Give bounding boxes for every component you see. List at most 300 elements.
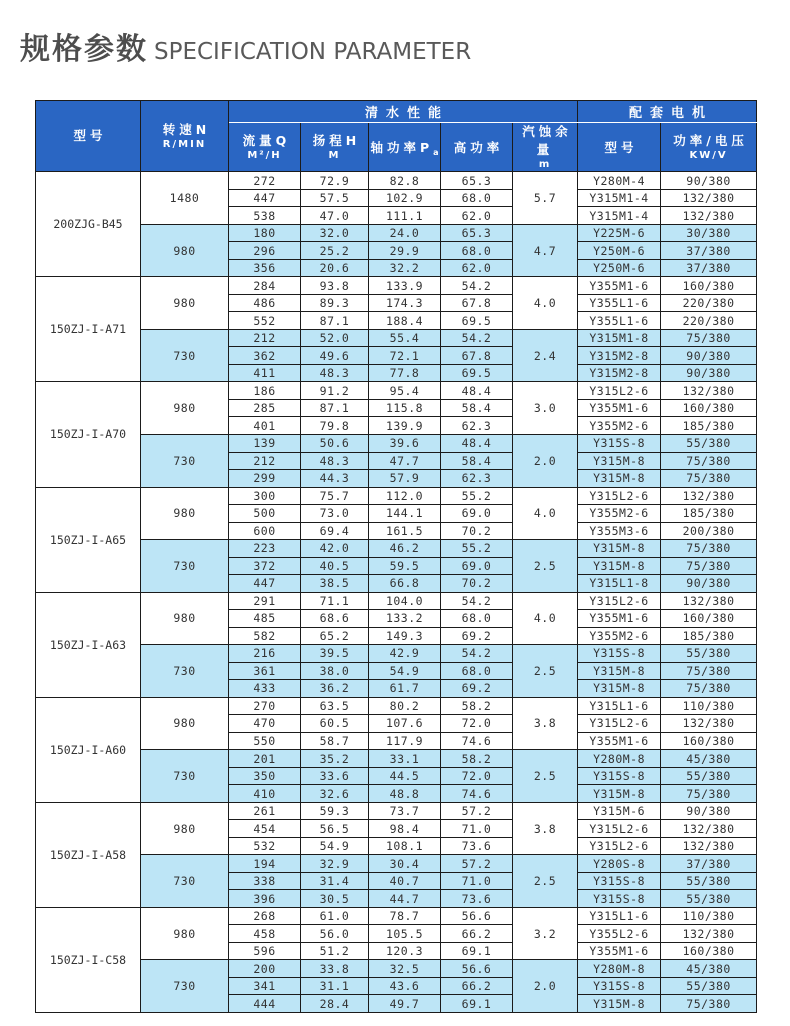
npsh-cell: 2.5: [513, 540, 578, 593]
motor-model-cell: Y355L1-6: [578, 294, 661, 312]
efficiency-cell: 48.4: [441, 382, 513, 400]
shaft-power-cell: 48.8: [369, 785, 441, 803]
efficiency-cell: 57.2: [441, 855, 513, 873]
head-cell: 35.2: [301, 750, 369, 768]
efficiency-cell: 48.4: [441, 434, 513, 452]
flow-cell: 401: [229, 417, 301, 435]
flow-cell: 447: [229, 189, 301, 207]
efficiency-cell: 69.1: [441, 995, 513, 1013]
shaft-power-cell: 98.4: [369, 820, 441, 838]
motor-model-cell: Y355L1-6: [578, 312, 661, 330]
power-voltage-cell: 90/380: [661, 802, 757, 820]
efficiency-cell: 72.0: [441, 715, 513, 733]
flow-cell: 216: [229, 645, 301, 663]
npsh-cell: 4.0: [513, 487, 578, 540]
header-efficiency: 高功率: [441, 123, 513, 172]
efficiency-cell: 62.3: [441, 417, 513, 435]
motor-model-cell: Y315M-8: [578, 557, 661, 575]
flow-cell: 284: [229, 277, 301, 295]
head-cell: 31.1: [301, 977, 369, 995]
head-cell: 59.3: [301, 802, 369, 820]
speed-cell: 730: [141, 960, 229, 1013]
table-row: [36, 434, 757, 452]
power-voltage-cell: 132/380: [661, 592, 757, 610]
shaft-power-cell: 149.3: [369, 627, 441, 645]
shaft-power-cell: 61.7: [369, 680, 441, 698]
efficiency-cell: 67.8: [441, 294, 513, 312]
shaft-power-cell: 40.7: [369, 872, 441, 890]
power-voltage-cell: 132/380: [661, 715, 757, 733]
flow-cell: 212: [229, 452, 301, 470]
pump-model-cell: 150ZJ-I-C58: [36, 907, 141, 1012]
efficiency-cell: 68.0: [441, 610, 513, 628]
head-cell: 69.4: [301, 522, 369, 540]
power-voltage-cell: 132/380: [661, 189, 757, 207]
header-shaft-power-label: 轴功率P: [370, 140, 434, 156]
shaft-power-cell: 80.2: [369, 697, 441, 715]
efficiency-cell: 68.0: [441, 189, 513, 207]
motor-model-cell: Y315S-8: [578, 434, 661, 452]
flow-cell: 200: [229, 960, 301, 978]
speed-cell: 980: [141, 592, 229, 645]
speed-cell: 980: [141, 224, 229, 277]
spec-table-header: [36, 101, 757, 172]
flow-cell: 410: [229, 785, 301, 803]
pump-model-cell: 150ZJ-I-A60: [36, 697, 141, 802]
shaft-power-cell: 133.2: [369, 610, 441, 628]
motor-model-cell: Y315M-6: [578, 802, 661, 820]
header-group-motor: 配套电机: [578, 101, 757, 123]
motor-model-cell: Y315S-8: [578, 977, 661, 995]
flow-cell: 268: [229, 907, 301, 925]
shaft-power-cell: 42.9: [369, 645, 441, 663]
efficiency-cell: 71.0: [441, 820, 513, 838]
head-cell: 44.3: [301, 470, 369, 488]
shaft-power-cell: 161.5: [369, 522, 441, 540]
efficiency-cell: 58.2: [441, 750, 513, 768]
head-cell: 32.6: [301, 785, 369, 803]
efficiency-cell: 65.3: [441, 224, 513, 242]
flow-cell: 223: [229, 540, 301, 558]
power-voltage-cell: 132/380: [661, 382, 757, 400]
flow-cell: 285: [229, 399, 301, 417]
efficiency-cell: 54.2: [441, 645, 513, 663]
power-voltage-cell: 185/380: [661, 417, 757, 435]
head-cell: 93.8: [301, 277, 369, 295]
shaft-power-cell: 82.8: [369, 172, 441, 190]
table-row: [36, 697, 757, 715]
head-cell: 54.9: [301, 837, 369, 855]
shaft-power-cell: 95.4: [369, 382, 441, 400]
efficiency-cell: 68.0: [441, 662, 513, 680]
shaft-power-cell: 57.9: [369, 470, 441, 488]
motor-model-cell: Y355L2-6: [578, 925, 661, 943]
motor-model-cell: Y280M-8: [578, 960, 661, 978]
motor-model-cell: Y250M-6: [578, 242, 661, 260]
power-voltage-cell: 90/380: [661, 364, 757, 382]
flow-cell: 500: [229, 505, 301, 523]
head-cell: 65.2: [301, 627, 369, 645]
power-voltage-cell: 75/380: [661, 557, 757, 575]
motor-model-cell: Y315L2-6: [578, 715, 661, 733]
header-pump-model-label: 型号: [73, 128, 107, 144]
efficiency-cell: 56.6: [441, 907, 513, 925]
head-cell: 63.5: [301, 697, 369, 715]
npsh-cell: 2.5: [513, 855, 578, 908]
flow-cell: 411: [229, 364, 301, 382]
flow-cell: 532: [229, 837, 301, 855]
shaft-power-cell: 139.9: [369, 417, 441, 435]
header-power-voltage: [661, 123, 757, 172]
power-voltage-cell: 75/380: [661, 995, 757, 1013]
head-cell: 68.6: [301, 610, 369, 628]
shaft-power-cell: 77.8: [369, 364, 441, 382]
header-flow-unit: M²/H: [247, 150, 282, 162]
motor-model-cell: Y315S-8: [578, 645, 661, 663]
power-voltage-cell: 132/380: [661, 925, 757, 943]
efficiency-cell: 54.2: [441, 329, 513, 347]
efficiency-cell: 62.3: [441, 470, 513, 488]
speed-cell: 980: [141, 277, 229, 330]
head-cell: 33.6: [301, 767, 369, 785]
motor-model-cell: Y315L1-6: [578, 697, 661, 715]
shaft-power-cell: 59.5: [369, 557, 441, 575]
efficiency-cell: 69.1: [441, 942, 513, 960]
npsh-cell: 2.0: [513, 960, 578, 1013]
npsh-cell: 2.5: [513, 645, 578, 698]
flow-cell: 270: [229, 697, 301, 715]
power-voltage-cell: 132/380: [661, 207, 757, 225]
head-cell: 52.0: [301, 329, 369, 347]
speed-cell: 980: [141, 697, 229, 750]
header-speed-unit: R/MIN: [162, 139, 207, 151]
table-row: [36, 592, 757, 610]
motor-model-cell: Y315M-8: [578, 452, 661, 470]
efficiency-cell: 58.4: [441, 452, 513, 470]
motor-model-cell: Y315L1-8: [578, 575, 661, 593]
motor-model-cell: Y315M2-8: [578, 347, 661, 365]
shaft-power-cell: 78.7: [369, 907, 441, 925]
shaft-power-cell: 105.5: [369, 925, 441, 943]
head-cell: 42.0: [301, 540, 369, 558]
motor-model-cell: Y315M-8: [578, 785, 661, 803]
efficiency-cell: 67.8: [441, 347, 513, 365]
head-cell: 57.5: [301, 189, 369, 207]
flow-cell: 362: [229, 347, 301, 365]
motor-model-cell: Y315L2-6: [578, 837, 661, 855]
motor-model-cell: Y355M2-6: [578, 505, 661, 523]
shaft-power-cell: 73.7: [369, 802, 441, 820]
shaft-power-cell: 32.5: [369, 960, 441, 978]
header-npsh-unit: m: [538, 159, 552, 171]
page-title-cn: 规格参数: [20, 32, 148, 67]
head-cell: 50.6: [301, 434, 369, 452]
power-voltage-cell: 90/380: [661, 172, 757, 190]
header-head-label: 扬程H: [312, 133, 361, 149]
motor-model-cell: Y315M-8: [578, 540, 661, 558]
head-cell: 58.7: [301, 732, 369, 750]
speed-cell: 1480: [141, 172, 229, 225]
efficiency-cell: 71.0: [441, 872, 513, 890]
motor-model-cell: Y315L2-6: [578, 820, 661, 838]
head-cell: 48.3: [301, 452, 369, 470]
speed-cell: 730: [141, 434, 229, 487]
flow-cell: 396: [229, 890, 301, 908]
pump-model-cell: 150ZJ-I-A63: [36, 592, 141, 697]
efficiency-cell: 70.2: [441, 575, 513, 593]
header-group-row: [36, 101, 757, 123]
flow-cell: 447: [229, 575, 301, 593]
power-voltage-cell: 75/380: [661, 540, 757, 558]
efficiency-cell: 68.0: [441, 242, 513, 260]
pump-model-cell: 150ZJ-I-A70: [36, 382, 141, 487]
motor-model-cell: Y315M2-8: [578, 364, 661, 382]
flow-cell: 361: [229, 662, 301, 680]
head-cell: 39.5: [301, 645, 369, 663]
head-cell: 32.0: [301, 224, 369, 242]
motor-model-cell: Y355M1-6: [578, 732, 661, 750]
head-cell: 51.2: [301, 942, 369, 960]
power-voltage-cell: 55/380: [661, 872, 757, 890]
head-cell: 36.2: [301, 680, 369, 698]
speed-cell: 980: [141, 907, 229, 960]
efficiency-cell: 72.0: [441, 767, 513, 785]
efficiency-cell: 55.2: [441, 540, 513, 558]
flow-cell: 180: [229, 224, 301, 242]
efficiency-cell: 66.2: [441, 925, 513, 943]
head-cell: 40.5: [301, 557, 369, 575]
shaft-power-cell: 133.9: [369, 277, 441, 295]
motor-model-cell: Y315L1-6: [578, 907, 661, 925]
head-cell: 61.0: [301, 907, 369, 925]
motor-model-cell: Y280S-8: [578, 855, 661, 873]
head-cell: 49.6: [301, 347, 369, 365]
power-voltage-cell: 160/380: [661, 277, 757, 295]
power-voltage-cell: 55/380: [661, 890, 757, 908]
flow-cell: 596: [229, 942, 301, 960]
header-flow: [229, 123, 301, 172]
shaft-power-cell: 54.9: [369, 662, 441, 680]
table-row: [36, 329, 757, 347]
npsh-cell: 3.2: [513, 907, 578, 960]
power-voltage-cell: 132/380: [661, 487, 757, 505]
motor-model-cell: Y315M-8: [578, 680, 661, 698]
power-voltage-cell: 55/380: [661, 434, 757, 452]
motor-model-cell: Y355M1-6: [578, 610, 661, 628]
speed-cell: 980: [141, 802, 229, 855]
power-voltage-cell: 160/380: [661, 732, 757, 750]
shaft-power-cell: 115.8: [369, 399, 441, 417]
efficiency-cell: 56.6: [441, 960, 513, 978]
npsh-cell: 2.0: [513, 434, 578, 487]
speed-cell: 730: [141, 645, 229, 698]
efficiency-cell: 73.6: [441, 890, 513, 908]
power-voltage-cell: 185/380: [661, 627, 757, 645]
shaft-power-cell: 39.6: [369, 434, 441, 452]
power-voltage-cell: 110/380: [661, 697, 757, 715]
shaft-power-cell: 102.9: [369, 189, 441, 207]
shaft-power-cell: 104.0: [369, 592, 441, 610]
motor-model-cell: Y315S-8: [578, 872, 661, 890]
efficiency-cell: 58.4: [441, 399, 513, 417]
header-head-unit: M: [328, 150, 341, 162]
flow-cell: 552: [229, 312, 301, 330]
shaft-power-cell: 29.9: [369, 242, 441, 260]
efficiency-cell: 69.2: [441, 627, 513, 645]
efficiency-cell: 57.2: [441, 802, 513, 820]
flow-cell: 444: [229, 995, 301, 1013]
flow-cell: 272: [229, 172, 301, 190]
flow-cell: 338: [229, 872, 301, 890]
npsh-cell: 2.5: [513, 750, 578, 803]
pump-model-cell: 150ZJ-I-A71: [36, 277, 141, 382]
flow-cell: 186: [229, 382, 301, 400]
pump-model-cell: 150ZJ-I-A58: [36, 802, 141, 907]
header-flow-label: 流量Q: [242, 133, 291, 149]
power-voltage-cell: 160/380: [661, 942, 757, 960]
motor-model-cell: Y315M-8: [578, 662, 661, 680]
head-cell: 89.3: [301, 294, 369, 312]
efficiency-cell: 70.2: [441, 522, 513, 540]
motor-model-cell: Y315M1-8: [578, 329, 661, 347]
table-row: [36, 224, 757, 242]
motor-model-cell: Y225M-6: [578, 224, 661, 242]
head-cell: 30.5: [301, 890, 369, 908]
head-cell: 91.2: [301, 382, 369, 400]
power-voltage-cell: 45/380: [661, 960, 757, 978]
npsh-cell: 5.7: [513, 172, 578, 225]
shaft-power-cell: 49.7: [369, 995, 441, 1013]
shaft-power-cell: 46.2: [369, 540, 441, 558]
head-cell: 73.0: [301, 505, 369, 523]
speed-cell: 980: [141, 487, 229, 540]
head-cell: 33.8: [301, 960, 369, 978]
npsh-cell: 3.8: [513, 697, 578, 750]
motor-model-cell: Y250M-6: [578, 259, 661, 277]
header-shaft-power-sub: a: [433, 148, 439, 158]
header-motor-model: 型号: [578, 123, 661, 172]
power-voltage-cell: 220/380: [661, 294, 757, 312]
efficiency-cell: 69.5: [441, 312, 513, 330]
flow-cell: 372: [229, 557, 301, 575]
motor-model-cell: Y355M1-6: [578, 942, 661, 960]
header-npsh-label: 汽蚀余量: [522, 124, 572, 158]
page-header: [0, 0, 790, 68]
header-speed-label: 转速N: [162, 122, 211, 138]
flow-cell: 550: [229, 732, 301, 750]
flow-cell: 261: [229, 802, 301, 820]
shaft-power-cell: 111.1: [369, 207, 441, 225]
table-row: [36, 750, 757, 768]
head-cell: 87.1: [301, 399, 369, 417]
power-voltage-cell: 37/380: [661, 242, 757, 260]
head-cell: 75.7: [301, 487, 369, 505]
motor-model-cell: Y355M1-6: [578, 277, 661, 295]
spec-table: [35, 100, 757, 1013]
motor-model-cell: Y355M2-6: [578, 627, 661, 645]
shaft-power-cell: 44.7: [369, 890, 441, 908]
flow-cell: 486: [229, 294, 301, 312]
shaft-power-cell: 188.4: [369, 312, 441, 330]
head-cell: 25.2: [301, 242, 369, 260]
power-voltage-cell: 45/380: [661, 750, 757, 768]
motor-model-cell: Y315S-8: [578, 767, 661, 785]
motor-model-cell: Y315M1-4: [578, 189, 661, 207]
efficiency-cell: 65.3: [441, 172, 513, 190]
power-voltage-cell: 37/380: [661, 259, 757, 277]
shaft-power-cell: 32.2: [369, 259, 441, 277]
efficiency-cell: 74.6: [441, 732, 513, 750]
header-speed: [141, 101, 229, 172]
head-cell: 79.8: [301, 417, 369, 435]
motor-model-cell: Y315S-8: [578, 890, 661, 908]
efficiency-cell: 54.2: [441, 277, 513, 295]
npsh-cell: 4.0: [513, 592, 578, 645]
head-cell: 71.1: [301, 592, 369, 610]
flow-cell: 433: [229, 680, 301, 698]
speed-cell: 730: [141, 750, 229, 803]
motor-model-cell: Y355M2-6: [578, 417, 661, 435]
header-group-water: 清水性能: [229, 101, 578, 123]
table-row: [36, 540, 757, 558]
flow-cell: 470: [229, 715, 301, 733]
shaft-power-cell: 72.1: [369, 347, 441, 365]
power-voltage-cell: 55/380: [661, 977, 757, 995]
motor-model-cell: Y355M1-6: [578, 399, 661, 417]
efficiency-cell: 58.2: [441, 697, 513, 715]
efficiency-cell: 54.2: [441, 592, 513, 610]
npsh-cell: 2.4: [513, 329, 578, 382]
speed-cell: 730: [141, 329, 229, 382]
shaft-power-cell: 44.5: [369, 767, 441, 785]
flow-cell: 538: [229, 207, 301, 225]
shaft-power-cell: 112.0: [369, 487, 441, 505]
shaft-power-cell: 66.8: [369, 575, 441, 593]
shaft-power-cell: 144.1: [369, 505, 441, 523]
header-head: [301, 123, 369, 172]
power-voltage-cell: 75/380: [661, 452, 757, 470]
header-pump-model: [36, 101, 141, 172]
table-row: [36, 645, 757, 663]
flow-cell: 212: [229, 329, 301, 347]
shaft-power-cell: 24.0: [369, 224, 441, 242]
header-npsh: [513, 123, 578, 172]
head-cell: 20.6: [301, 259, 369, 277]
head-cell: 32.9: [301, 855, 369, 873]
spec-table-body: [36, 172, 757, 1013]
table-row: [36, 907, 757, 925]
flow-cell: 582: [229, 627, 301, 645]
flow-cell: 485: [229, 610, 301, 628]
table-row: [36, 277, 757, 295]
power-voltage-cell: 90/380: [661, 575, 757, 593]
head-cell: 31.4: [301, 872, 369, 890]
efficiency-cell: 55.2: [441, 487, 513, 505]
pump-model-cell: 150ZJ-I-A65: [36, 487, 141, 592]
power-voltage-cell: 200/380: [661, 522, 757, 540]
efficiency-cell: 69.2: [441, 680, 513, 698]
motor-model-cell: Y315L2-6: [578, 592, 661, 610]
header-shaft-power: [369, 123, 441, 172]
motor-model-cell: Y315M-8: [578, 995, 661, 1013]
flow-cell: 356: [229, 259, 301, 277]
table-row: [36, 802, 757, 820]
power-voltage-cell: 90/380: [661, 347, 757, 365]
flow-cell: 296: [229, 242, 301, 260]
table-row: [36, 960, 757, 978]
npsh-cell: 3.8: [513, 802, 578, 855]
efficiency-cell: 62.0: [441, 207, 513, 225]
